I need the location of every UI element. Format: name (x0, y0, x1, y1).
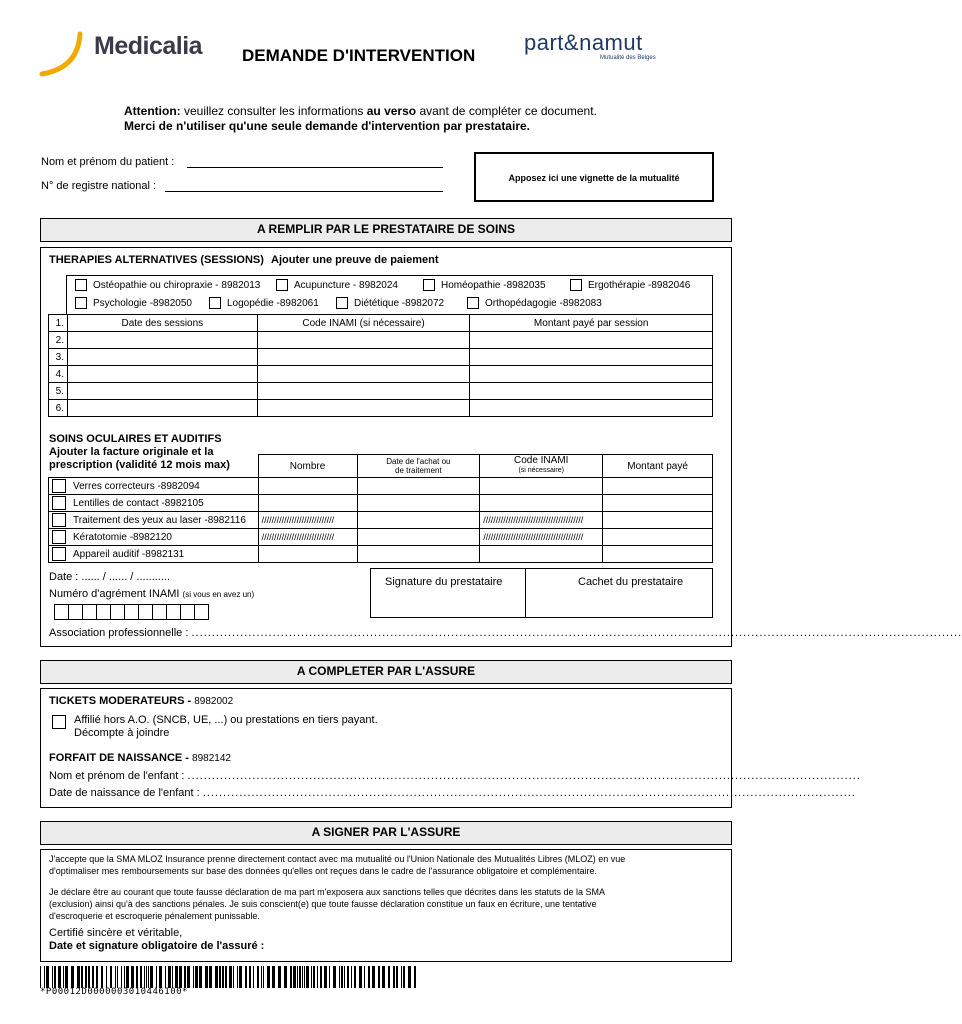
ocular-date-cell[interactable] (357, 478, 480, 495)
association-label: Association professionnelle : (49, 627, 189, 639)
checkbox-keratotomie[interactable] (52, 530, 66, 544)
session-date-cell[interactable] (67, 383, 257, 400)
session-amount-cell[interactable] (470, 332, 713, 349)
checkbox-orthopedagogie[interactable] (467, 297, 479, 309)
ocular-hatched-code: //////////////////////////////////////// (480, 512, 603, 529)
label-osteopathie: Ostéopathie ou chiropraxie - 8982013 (93, 280, 261, 291)
session-amount-cell[interactable] (470, 400, 713, 417)
attention-line (124, 104, 597, 118)
forfait-label: FORFAIT DE NAISSANCE - (49, 752, 193, 764)
barcode-image (40, 966, 420, 988)
checkbox-affilie[interactable] (52, 715, 66, 729)
ocular-table (48, 454, 713, 563)
attention-bold: au verso (366, 104, 417, 118)
partenamut-logo-text: part&namut (524, 30, 643, 55)
inami-label-text: Numéro d'agrément INAMI (49, 588, 180, 600)
ocular-amount-cell[interactable] (603, 529, 713, 546)
declaration-line3: d'escroquerie et escroquerie pénalement punissable. (49, 911, 260, 921)
ocular-item (49, 512, 259, 529)
header-montant-paye: Montant payé (603, 455, 713, 478)
association-line: Association professionnelle : .............................................................................................................................................................................................. (49, 627, 962, 639)
ocular-item (49, 529, 259, 546)
ocular-title-line2: Ajouter la facture originale et la (49, 446, 214, 458)
child-name-label: Nom et prénom de l'enfant : (49, 770, 185, 782)
ocular-label-keratotomie: Kératotomie -8982120 (73, 531, 172, 543)
ocular-header-spacer (49, 455, 259, 478)
vignette-box (474, 152, 714, 202)
signature-prestataire-label: Signature du prestataire (385, 576, 503, 588)
header-code-line1: Code INAMI (513, 455, 569, 466)
section-assure-title: A COMPLETER PAR L'ASSURE (40, 660, 732, 684)
checkbox-osteopathie[interactable] (75, 279, 87, 291)
therapies-title (49, 254, 438, 266)
forfait-code: 8982142 (192, 753, 231, 764)
ocular-amount-cell[interactable] (603, 478, 713, 495)
consent-line2: d'optimaliser mes remboursements sur base des données qu'elles ont reçues dans le cadre de l'assurance obligatoire et complémentaire. (49, 866, 597, 876)
checkbox-verres[interactable] (52, 479, 66, 493)
signature-prestataire-box[interactable] (370, 568, 713, 618)
session-number: 2. (49, 332, 68, 349)
inami-note: (si vous en avez un) (182, 590, 255, 599)
attention-text2: avant de compléter ce document. (416, 104, 597, 118)
ocular-label-laser: Traitement des yeux au laser -8982116 (73, 514, 246, 526)
ocular-label-auditif: Appareil auditif -8982131 (73, 548, 185, 560)
session-number: 4. (49, 366, 68, 383)
ocular-nombre-cell[interactable] (258, 546, 357, 563)
therapies-note: Ajouter une preuve de paiement (271, 254, 439, 266)
ocular-item (49, 478, 259, 495)
session-amount-cell[interactable] (470, 349, 713, 366)
attention-text1: veuillez consulter les informations (180, 104, 367, 118)
session-amount-cell[interactable] (470, 366, 713, 383)
header-nombre: Nombre (258, 455, 357, 478)
ocular-code-cell[interactable] (480, 546, 603, 563)
ocular-title-line3: prescription (validité 12 mois max) (49, 459, 230, 471)
medicalia-logo-text: Medicalia (94, 32, 203, 60)
forfait-line (49, 752, 231, 764)
checkbox-auditif[interactable] (52, 547, 66, 561)
cachet-prestataire-label: Cachet du prestataire (578, 576, 684, 588)
label-ergotherapie: Ergothérapie -8982046 (588, 280, 691, 291)
ocular-hatched-code: //////////////////////////////////////// (480, 529, 603, 546)
label-orthopedagogie: Orthopédagogie -8982083 (485, 298, 602, 309)
tickets-label: TICKETS MODERATEURS - (49, 695, 195, 707)
checkbox-ergotherapie[interactable] (570, 279, 582, 291)
session-code-cell[interactable] (257, 366, 470, 383)
ocular-amount-cell[interactable] (603, 495, 713, 512)
session-number: 6. (49, 400, 68, 417)
section-prestataire-title: A REMPLIR PAR LE PRESTATAIRE DE SOINS (40, 218, 732, 242)
ocular-date-cell[interactable] (357, 495, 480, 512)
ocular-code-cell[interactable] (480, 478, 603, 495)
ocular-hatched-cell: ///////////////////////////// (258, 529, 357, 546)
session-date-cell[interactable] (67, 400, 257, 417)
checkbox-lentilles[interactable] (52, 496, 66, 510)
patient-name-field[interactable] (187, 167, 443, 168)
section-signer-title: A SIGNER PAR L'ASSURE (40, 821, 732, 845)
header-date-achat (357, 455, 480, 478)
session-amount-cell[interactable] (470, 383, 713, 400)
ocular-amount-cell[interactable] (603, 512, 713, 529)
header-date-achat-line1: Date de l'achat ou (386, 457, 451, 466)
label-psychologie: Psychologie -8982050 (93, 298, 192, 309)
session-date-cell[interactable] (67, 366, 257, 383)
patient-name-label: Nom et prénom du patient : (41, 156, 175, 168)
consent-paragraph (49, 853, 725, 877)
signature-divider (525, 569, 526, 617)
page-title: DEMANDE D'INTERVENTION (242, 46, 476, 65)
ocular-nombre-cell[interactable] (258, 478, 357, 495)
ocular-date-cell[interactable] (357, 512, 480, 529)
patient-registry-label: N° de registre national : (41, 180, 157, 192)
tickets-line (49, 695, 233, 707)
session-code-cell[interactable] (257, 349, 470, 366)
consent-line1: J'accepte que la SMA MLOZ Insurance prenne directement contact avec ma mutualité ou l'Union Nationale des Mutualités Libres (MLOZ) en vue (49, 854, 626, 864)
therapies-title-text: THERAPIES ALTERNATIVES (SESSIONS) (49, 254, 264, 266)
patient-registry-field[interactable] (165, 191, 443, 192)
medicalia-logo (38, 30, 228, 80)
ocular-item (49, 546, 259, 563)
session-date-cell[interactable] (67, 332, 257, 349)
label-homeopathie: Homéopathie -8982035 (441, 280, 546, 291)
prestataire-date[interactable]: Date : ...... / ...... / ........... (49, 571, 171, 583)
vignette-label: Apposez ici une vignette de la mutualité (508, 173, 680, 183)
checkbox-psychologie[interactable] (75, 297, 87, 309)
ocular-nombre-cell[interactable] (258, 495, 357, 512)
checkbox-logopedie[interactable] (209, 297, 221, 309)
affilie-text (74, 714, 378, 740)
declaration-line2: (exclusion) ainsi qu'à des sanctions pénales. Je suis conscient(e) que toute fausse déclaration constitue un faux en écriture, une tentative (49, 899, 597, 909)
session-number: 5. (49, 383, 68, 400)
session-code-cell[interactable] (257, 332, 470, 349)
tickets-code: 8982002 (194, 696, 234, 707)
checkbox-dietetique[interactable] (336, 297, 348, 309)
label-logopedie: Logopédie -8982061 (227, 298, 319, 309)
attention-prefix: Attention: (124, 104, 181, 118)
barcode-text: *P00012D0000003010446100* (40, 987, 188, 997)
certifie-text: Certifié sincère et véritable, (49, 927, 183, 939)
header-code-line2: (si nécessaire) (518, 467, 564, 474)
declaration-line1: Je déclare être au courant que toute fausse déclaration de ma part m'exposera aux sanctions telles que décrites dans les statuts de la SMA (49, 887, 606, 897)
inami-digit-boxes[interactable] (54, 604, 208, 620)
child-name-line[interactable]: Nom et prénom de l'enfant : ...................................................................................................................................................................... (49, 770, 861, 782)
child-birth-line[interactable]: Date de naissance de l'enfant : ................................................................................................................................................................. (49, 787, 856, 799)
medicalia-arc-icon (38, 30, 98, 80)
header-code-inami-ocular (480, 455, 603, 478)
ocular-item (49, 495, 259, 512)
ocular-label-verres: Verres correcteurs -8982094 (73, 480, 200, 492)
inami-agrement-label (49, 588, 254, 600)
affilie-line1: Affilié hors A.O. (SNCB, UE, ...) ou prestations en tiers payant. (74, 714, 378, 726)
ocular-title-line1: SOINS OCULAIRES ET AUDITIFS (49, 433, 222, 445)
child-birth-label: Date de naissance de l'enfant : (49, 787, 200, 799)
checkbox-laser[interactable] (52, 513, 66, 527)
ocular-date-cell[interactable] (357, 529, 480, 546)
header-date-achat-line2: de traitement (395, 466, 442, 475)
affilie-line2: Décompte à joindre (74, 727, 170, 739)
checkbox-homeopathie[interactable] (423, 279, 435, 291)
header-date-sessions: Date des sessions (67, 315, 257, 332)
signature-assure-label[interactable]: Date et signature obligatoire de l'assuré : (49, 940, 265, 952)
sessions-table (48, 314, 713, 417)
ocular-code-cell[interactable] (480, 495, 603, 512)
partenamut-logo (524, 30, 684, 70)
ocular-date-cell[interactable] (357, 546, 480, 563)
partenamut-logo-sub: Mutualité des Belges (600, 55, 656, 61)
ocular-amount-cell[interactable] (603, 546, 713, 563)
session-number: 1. (49, 315, 68, 332)
declaration-paragraph (49, 886, 725, 922)
header-code-inami: Code INAMI (si nécessaire) (257, 315, 470, 332)
checkbox-acupuncture[interactable] (276, 279, 288, 291)
session-date-cell[interactable] (67, 349, 257, 366)
ocular-hatched-cell: ///////////////////////////// (258, 512, 357, 529)
session-code-cell[interactable] (257, 400, 470, 417)
attention-line2: Merci de n'utiliser qu'une seule demande d'intervention par prestataire. (124, 119, 530, 133)
ocular-label-lentilles: Lentilles de contact -8982105 (73, 497, 204, 509)
session-number: 3. (49, 349, 68, 366)
label-dietetique: Diététique -8982072 (354, 298, 445, 309)
session-code-cell[interactable] (257, 383, 470, 400)
label-acupuncture: Acupuncture - 8982024 (294, 280, 398, 291)
header-montant-session: Montant payé par session (470, 315, 713, 332)
